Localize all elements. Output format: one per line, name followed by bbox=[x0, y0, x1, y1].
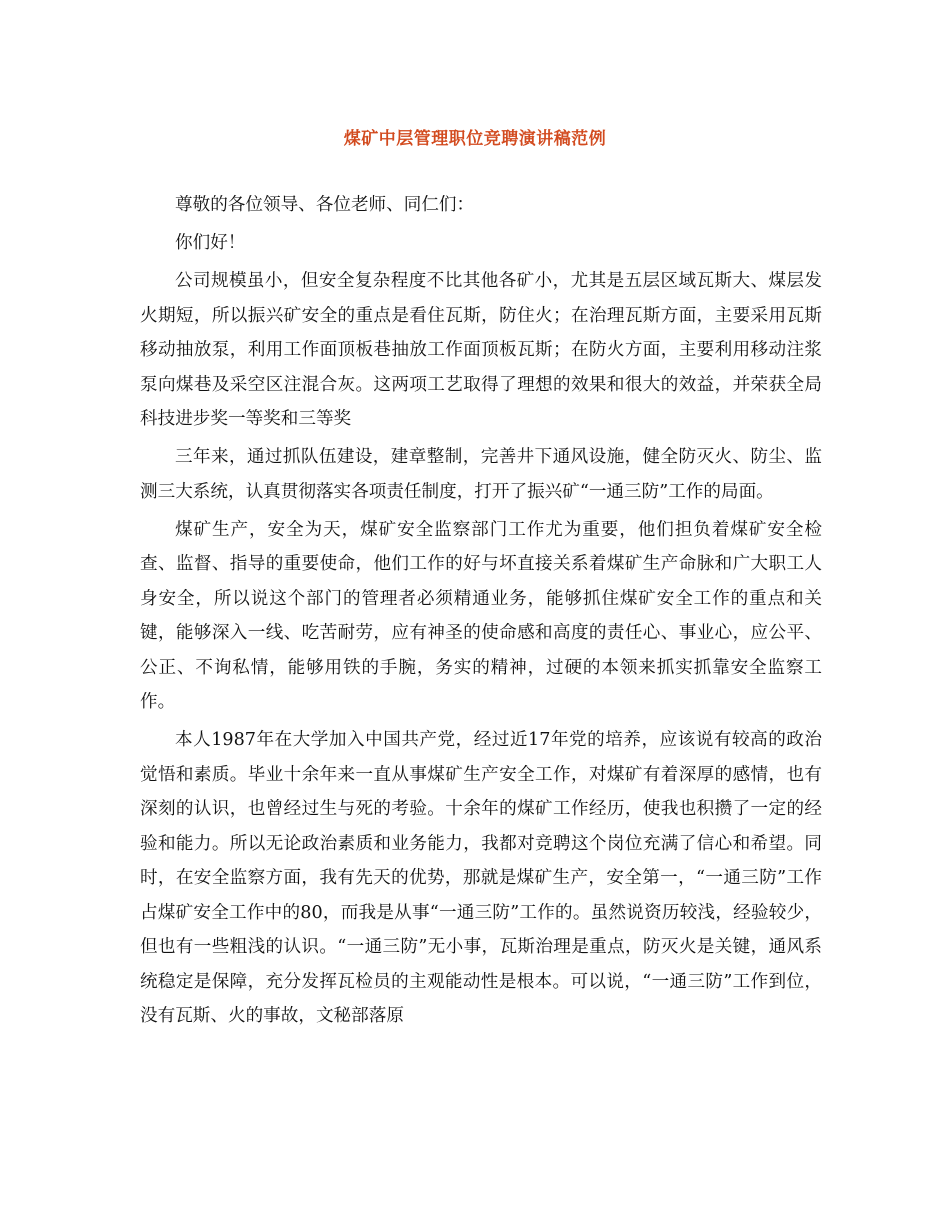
paragraph-personal-background: 本人1987年在大学加入中国共产党，经过近17年党的培养，应该说有较高的政治觉悟和素质。毕业十余年来一直从事煤矿生产安全工作，对煤矿有着深厚的感情，也有深刻的认识，也曾经过生与死的考验。十余年的煤矿工作经历，使我也积攒了一定的经验和能力。所以无论政治素质和业务能力，我都对竞聘这个岗位充满了信心和希望。同时，在安全监察方面，我有先天的优势，那就是煤矿生产，安全第一，“一通三防”工作占煤矿安全工作中的80，而我是从事“一通三防”工作的。虽然说资历较浅，经验较少，但也有一些粗浅的认识。“一通三防”无小事，瓦斯治理是重点，防灭火是关键，通风系统稳定是保障，充分发挥瓦检员的主观能动性是根本。可以说，“一通三防”工作到位，没有瓦斯、火的事故，文秘部落原 bbox=[140, 730, 822, 1026]
greeting: 你们好！ bbox=[175, 233, 246, 253]
salutation: 尊敬的各位领导、各位老师、同仁们： bbox=[175, 195, 475, 215]
document-body bbox=[140, 188, 822, 1037]
paragraph-safety-supervision: 煤矿生产，安全为天，煤矿安全监察部门工作尤为重要，他们担负着煤矿安全检查、监督、指导的重要使命，他们工作的好与坏直接关系着煤矿生产命脉和广大职工人身安全，所以说这个部门的管理者必须精通业务，能够抓住煤矿安全工作的重点和关键，能够深入一线、吃苦耐劳，应有神圣的使命感和高度的责任心、事业心，应公平、公正、不询私情，能够用铁的手腕，务实的精神，过硬的本领来抓实抓靠安全监察工作。 bbox=[140, 519, 822, 712]
paragraph-three-years: 三年来，通过抓队伍建设，建章整制，完善井下通风设施，健全防灭火、防尘、监测三大系统，认真贯彻落实各项责任制度，打开了振兴矿“一通三防”工作的局面。 bbox=[140, 447, 822, 502]
paragraph-company-safety: 公司规模虽小，但安全复杂程度不比其他各矿小，尤其是五层区域瓦斯大、煤层发火期短，所以振兴矿安全的重点是看住瓦斯，防住火；在治理瓦斯方面，主要采用瓦斯移动抽放泵，利用工作面顶板巷抽放工作面顶板瓦斯；在防火方面，主要利用移动注浆泵向煤巷及采空区注混合灰。这两项工艺取得了理想的效果和很大的效益，并荣获全局科技进步奖一等奖和三等奖 bbox=[140, 271, 822, 429]
document-title: 煤矿中层管理职位竞聘演讲稿范例 bbox=[343, 129, 607, 149]
